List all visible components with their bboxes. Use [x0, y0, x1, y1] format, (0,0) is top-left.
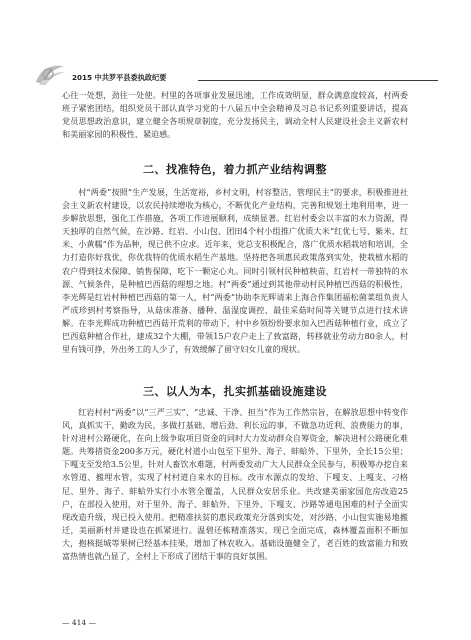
section-heading-3: 三、以人为本，扎实抓基础设施建设: [143, 385, 327, 398]
page-header: [0, 0, 471, 86]
paragraph-1: 心往一处想，劲往一处使。村里的各项事业发展迅速，工作成效明显，群众满意度较高，村两委班子紧密团结，组织党员干部认真学习党的十八届五中全会精神及习总书记系列重要讲话，提高党员思想政治意识，建立健全各项规章制度，充分发扬民主，调动全村人民建设社会主义新农村和美丽家园的积极性、紧迫感。: [62, 90, 408, 140]
page-number: — 414 —: [62, 618, 97, 627]
header-rule: [198, 80, 438, 81]
party-emblem-icon: [34, 60, 66, 86]
paragraph-3: 红岩村村“两委”以“三严三实”、“忠诚、干净、担当”作为工作然宗旨，在解放思想中转变作风，真抓实干，勤政为民，多做打基础、增后劲、利长远的事，不做急功近利、浪费能力的事，针对进村公路硬化，在向上级争取项目资金的同时大力发动群众自筹资金，解决进村公路硬化难题。共筹措资金200多万元，硬化村道小山包至下里外、海子、蚌蛤外、下里外，全长15公里；下嘎支至发给3.5公里，针对人畜饮水难题，村两委发动广大人民群众全民参与，积极筹办挖自来水管道、搬埋水管，实现了村村道自来水的目标。改市水源点的发给、下嘎支、上嘎支、刁格尼、里外、海子、蚌蛤外实行小水管全覆盖，人民群众安居乐业。共改建美丽家园危房改造25户，在部投入使用，对于里外、海子、蚌蛤外、下里外、下嘎支、沙路等通电困难的村子全面实现改造升级，现已投入使用。把精准扶贫的惠民政策充分落到实处，对沙路、小山包实施易地搬迁，美丽新村并建设也在抓紧进行。温碧还栋精准落实，现已全面完成，森林覆盖面积不断加大，抱核挺城等果树已经基本挂果，增加了林农收入。基础设施健全了，老百姓的致富能力和致富热情也就凸显了，全村上下形成了团结干事的良好氛围。: [62, 407, 408, 562]
header-title: 2015 中共罗平县委执政纪要: [72, 73, 167, 82]
section-heading-2: 二、找准特色，着力抓产业结构调整: [143, 163, 327, 176]
paragraph-2: 村“两委”按照“生产发展，生活宽裕，乡村文明，村容整洁，管理民主”的要求，积极推进社会主义新农村建设，以农民持续增收为核心，不断优化产业结构，完善和规划土地利用率，进一步解放思想，强化工作措施，各项工作进展顺利，成绩显著。红岩村委会以丰富的水力资源，得天独厚的自然气候，在沙路、红岩、小山包、团田4个村小组推广优质大米“红优七号、紫米、红米、小黄糯”作为品种，现已供不应求。近年来，党总支积极配合，落广优质水稻栽培和培训，全力打造你好我优，你优我特的优质水稻生产基地。坚持把各项惠民政策落到实处，使栽植水稻的农户得到技术保障、销售保障，吃下一颗定心丸。同时引领村民种植秧苗，红岩村一带独特的水源、气候条件，是种植巴西菇的理想之地。村“两委”通过到其他带动村民种植巴西菇的积极性，李光辉是红岩村种植巴西菇的第一人，村“两委”协助李光辉请来上海合作集团福松菌菜组负责人严成珍到村考察指导，从菇床准备、播种、温湿度调控、最佳采菇时间等关键节点进行技术讲解。在李光辉成功种植巴西菇开荒利的带动下，村中乡领纷纷要求加入巴西菇种植行业，成立了巴西菇种植合作社，建成32个大棚，带领15户农户走上了致富路，转移就业劳动力80余人，村里有钱可挣，外出务工的人少了，有效缓解了留守妇女儿童的现状。: [62, 187, 408, 355]
